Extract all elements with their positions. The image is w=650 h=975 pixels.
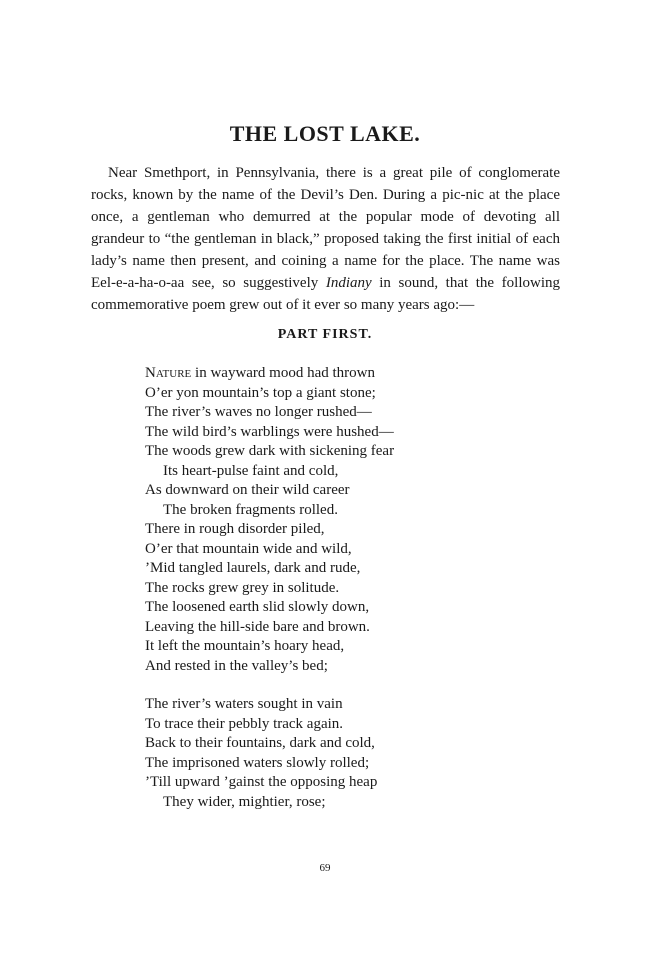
poem-line: And rested in the valley’s bed; (145, 657, 328, 674)
poem-line: O’er yon mountain’s top a giant stone; (145, 384, 376, 401)
poem-line: It left the mountain’s hoary head, (145, 638, 345, 654)
poem-line-indented: Its heart-pulse faint and cold, (163, 462, 339, 479)
section-heading: PART FIRST. (277, 327, 373, 342)
intro-text-part2: in sound, that the following commemorative poem grew out of it ever so many years ago:— (91, 275, 560, 313)
poem-line-indented: The broken fragments rolled. (163, 501, 338, 518)
poem (145, 364, 525, 831)
poem-line: To trace their pebbly track again. (145, 715, 344, 732)
intro-text (91, 162, 560, 316)
poem-line: Leaving the hill-side bare and brown. (145, 618, 370, 635)
intro-emphasis: Indiany (325, 275, 372, 291)
poem-line: As downward on their wild career (145, 482, 350, 498)
poem-line: The rocks grew grey in solitude. (145, 579, 340, 596)
poem-line-indented: They wider, mightier, rose; (163, 793, 326, 810)
stanza-2 (145, 695, 525, 812)
poem-line: The wild bird’s warblings were hushed— (145, 423, 394, 440)
poem-line (145, 364, 525, 384)
poem-first-line-rest: in wayward mood had thrown (191, 365, 375, 381)
poem-first-word: Nature (145, 365, 192, 381)
stanza-1 (145, 364, 525, 676)
page-number: 69 (319, 862, 331, 874)
poem-line: ’Till upward ’gainst the opposing heap (145, 774, 378, 790)
poem-line: The river’s waves no longer rushed— (145, 404, 372, 420)
poem-line: The loosened earth slid slowly down, (145, 599, 370, 615)
poem-line: ’Mid tangled laurels, dark and rude, (145, 560, 361, 576)
intro-paragraph (91, 162, 560, 316)
poem-line: The woods grew dark with sickening fear (145, 443, 395, 459)
poem-line: O’er that mountain wide and wild, (145, 540, 352, 557)
poem-line: Back to their fountains, dark and cold, (145, 735, 375, 751)
poem-line: There in rough disorder piled, (145, 521, 325, 537)
page-title: THE LOST LAKE. (229, 121, 421, 146)
intro-text-part1: Near Smethport, in Pennsylvania, there is a great pile of conglomerate rocks, known by the name of the Devil’s Den. During a pic-nic at the place once, a gentleman who demurred at the popular mode of devoting all grandeur to “the gentleman in black,” proposed taking the first initial of each lady’s name then present, and coining a name for the place. The name was Eel-e-a-ha-o-aa see, so suggestively (91, 165, 560, 291)
poem-line: The river’s waters sought in vain (145, 696, 343, 712)
poem-line: The imprisoned waters slowly rolled; (145, 754, 370, 771)
